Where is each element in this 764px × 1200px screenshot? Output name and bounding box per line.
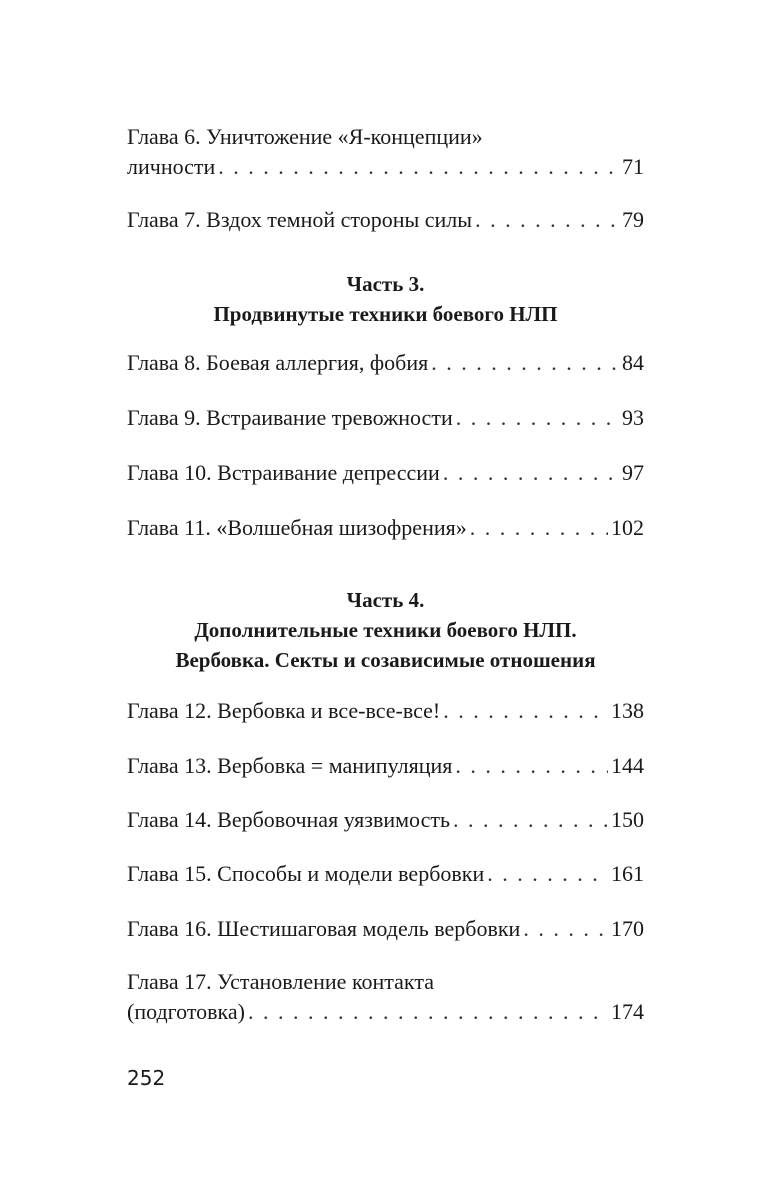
toc-entry-page: 170 — [611, 916, 644, 941]
toc-entry-chapter-7[interactable] — [127, 205, 644, 235]
toc-entry-page: 150 — [611, 807, 644, 832]
toc-entry-page: 93 — [622, 405, 644, 430]
toc-entry-title: Глава 7. Вздох темной стороны силы — [127, 207, 473, 232]
part-title: Продвинутые техники боевого НЛП — [213, 302, 558, 326]
toc-entry-title: Глава 14. Вербовочная уязвимость — [127, 807, 450, 832]
toc-entry-page: 79 — [622, 207, 644, 232]
toc-entry-chapter-17[interactable] — [127, 967, 644, 1027]
toc-entry-title: Глава 17. Установление контакта — [127, 969, 434, 994]
toc-entry-page: 97 — [622, 460, 644, 485]
toc-leader-dots — [487, 859, 608, 889]
toc-entry-chapter-8[interactable] — [127, 348, 644, 378]
toc-entry-title: Глава 11. «Волшебная шизофрения» — [127, 515, 467, 540]
toc-leader-dots — [523, 914, 608, 944]
toc-entry-chapter-10[interactable] — [127, 458, 644, 488]
toc-entry-title: Глава 16. Шестишаговая модель вербовки — [127, 916, 521, 941]
toc-leader-dots — [453, 805, 608, 835]
toc-leader-dots — [218, 152, 619, 182]
toc-leader-dots — [431, 348, 619, 378]
toc-entry-page: 84 — [622, 350, 644, 375]
toc-entry-chapter-13[interactable] — [127, 751, 644, 781]
toc-entry-page: 102 — [611, 515, 644, 540]
toc-entry-title-cont: (подготовка) — [127, 999, 246, 1024]
toc-leader-dots — [248, 997, 608, 1027]
toc-leader-dots — [443, 696, 608, 726]
page-number: 252 — [127, 1066, 166, 1090]
toc-entry-chapter-14[interactable] — [127, 805, 644, 835]
toc-entry-title: Глава 8. Боевая аллергия, фобия — [127, 350, 429, 375]
toc-entry-chapter-11[interactable] — [127, 513, 644, 543]
toc-leader-dots — [475, 205, 619, 235]
toc-entry-title: Глава 10. Встраивание депрессии — [127, 460, 440, 485]
toc-entry-page: 71 — [622, 154, 644, 179]
toc-entry-title: Глава 15. Способы и модели вербовки — [127, 861, 485, 886]
toc-leader-dots — [455, 751, 608, 781]
toc-part-3-heading — [127, 269, 644, 329]
toc-entry-page: 174 — [611, 999, 644, 1024]
toc-leader-dots — [470, 513, 608, 543]
toc-part-4-heading — [127, 585, 644, 675]
toc-leader-dots — [456, 403, 619, 433]
toc-entry-title-cont: личности — [127, 154, 216, 179]
toc-entry-title: Глава 6. Уничтожение «Я-концепции» — [127, 124, 483, 149]
part-title: Дополнительные техники боевого НЛП. — [194, 618, 577, 642]
toc-entry-page: 138 — [611, 698, 644, 723]
toc-entry-title: Глава 13. Вербовка = манипуляция — [127, 753, 453, 778]
toc-entry-chapter-9[interactable] — [127, 403, 644, 433]
toc-entry-chapter-12[interactable] — [127, 696, 644, 726]
part-label: Часть 4. — [346, 588, 425, 612]
toc-entry-chapter-15[interactable] — [127, 859, 644, 889]
toc-entry-title: Глава 9. Встраивание тревожности — [127, 405, 453, 430]
toc-leader-dots — [443, 458, 619, 488]
toc-entry-page: 161 — [611, 861, 644, 886]
toc-entry-chapter-6[interactable] — [127, 122, 644, 182]
part-title-cont: Вербовка. Секты и созависимые отношения — [175, 648, 596, 672]
part-label: Часть 3. — [346, 272, 425, 296]
toc-entry-page: 144 — [611, 753, 644, 778]
toc-entry-title: Глава 12. Вербовка и все-все-все! — [127, 698, 441, 723]
toc-entry-chapter-16[interactable] — [127, 914, 644, 944]
